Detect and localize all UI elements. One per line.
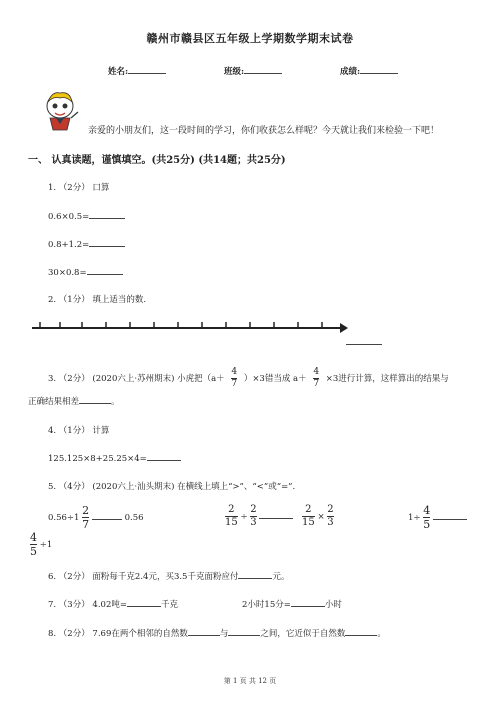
question-1c	[48, 265, 123, 278]
mascot-icon	[38, 88, 82, 132]
question-3-mid: ）×3错当成 a＋	[243, 374, 307, 384]
question-6-end: 元。	[272, 572, 290, 582]
question-7	[48, 597, 178, 610]
fraction: $\frac{4}{7}$	[313, 367, 320, 389]
score-field	[340, 64, 398, 77]
question-6-text: 6. （2分） 面粉每千克2.4元，买3.5千克面粉应付	[48, 572, 239, 582]
answer-blank[interactable]	[188, 626, 220, 636]
answer-blank[interactable]	[89, 237, 125, 247]
answer-blank[interactable]	[345, 626, 377, 636]
score-blank[interactable]	[360, 64, 398, 74]
question-8-mid: 与	[219, 629, 229, 639]
fraction: $\frac{2}{3}$	[250, 504, 257, 528]
class-blank[interactable]	[244, 64, 282, 74]
answer-blank[interactable]	[89, 209, 125, 219]
compare-item-b	[225, 505, 293, 528]
fraction: $\frac{4}{7}$	[231, 367, 238, 389]
question-1c-text: 30×0.8=	[48, 268, 87, 278]
question-4-expr-text: 125.125×8+25.25×4=	[48, 454, 147, 464]
score-label: 成绩:	[340, 67, 361, 77]
operator: ÷	[240, 512, 248, 522]
question-7-mid: 千克	[160, 600, 178, 610]
page-title: 赣州市赣县区五年级上学期数学期末试卷	[146, 32, 354, 45]
question-7-end: 小时	[324, 600, 342, 610]
question-7b-text: 2小时15分=	[242, 600, 291, 610]
compare-a-pre: 0.56÷1	[48, 513, 80, 523]
question-2-head: 2. （1分） 填上适当的数.	[48, 295, 147, 305]
question-3-line1	[48, 368, 449, 389]
question-1b	[48, 237, 125, 250]
compare-item-e	[30, 532, 52, 557]
section-heading: 一、 认真读题，谨慎填空。(共25分) (共14题；共25分)	[28, 155, 286, 166]
compare-item-c	[302, 505, 334, 528]
fraction: $\frac{2}{15}$	[225, 504, 238, 528]
class-field	[224, 64, 282, 77]
name-field	[108, 64, 166, 77]
question-6	[48, 569, 289, 582]
answer-blank[interactable]	[147, 451, 181, 461]
answer-blank[interactable]	[127, 597, 161, 607]
greeting-text: 亲爱的小朋友们，这一段时间的学习，你们收获怎么样呢？今天就让我们来检验一下吧！	[88, 126, 440, 136]
fraction: $\frac{4}{5}$	[423, 504, 431, 531]
answer-blank[interactable]	[87, 265, 123, 275]
question-3-line2-text: 正确结果相差	[28, 397, 80, 407]
name-label: 姓名:	[108, 67, 129, 77]
question-8	[48, 626, 386, 639]
question-8-text: 8. （2分） 7.69在两个相邻的自然数	[48, 629, 188, 639]
question-3-suffix: ×3进行计算，这样算出的结果与	[325, 374, 449, 384]
question-8-end: 。	[377, 629, 386, 639]
question-1a	[48, 209, 125, 222]
answer-blank[interactable]	[79, 394, 111, 404]
number-line	[30, 318, 350, 352]
question-4-head: 4. （1分） 计算	[48, 426, 110, 436]
answer-blank[interactable]	[291, 597, 325, 607]
question-8-mid2: 之间，它近似于自然数	[260, 629, 346, 639]
question-1b-text: 0.8+1.2=	[48, 240, 90, 250]
compare-item-d	[408, 505, 467, 530]
class-label: 班级:	[224, 67, 245, 77]
name-blank[interactable]	[128, 64, 166, 74]
question-1-head: 1. （2分） 口算	[48, 183, 110, 193]
compare-d-pre: 1÷	[408, 513, 421, 523]
compare-e-post: ÷1	[39, 540, 53, 550]
question-3-prefix: 3. （2分） (2020六上·苏州期末) 小虎把（a＋	[48, 374, 225, 384]
question-7b	[242, 597, 342, 610]
question-1a-text: 0.6×0.5=	[48, 212, 90, 222]
answer-blank[interactable]	[433, 510, 467, 520]
page-footer: 第 1 页 共 12 页	[223, 677, 277, 685]
answer-blank[interactable]	[259, 509, 293, 519]
question-3-line2	[28, 394, 120, 407]
question-4-expr	[48, 451, 181, 464]
fraction: $\frac{2}{3}$	[327, 504, 334, 528]
compare-a-post: 0.56	[124, 513, 144, 523]
question-5-head: 5. （4分） (2020六上·汕头期末) 在横线上填上“>”、“<”或“=”.	[48, 482, 296, 492]
answer-blank[interactable]	[92, 510, 122, 520]
answer-blank[interactable]	[346, 344, 382, 345]
compare-item-a	[48, 505, 144, 530]
fraction: $\frac{2}{15}$	[302, 504, 315, 528]
answer-blank[interactable]	[238, 569, 272, 579]
question-3-line2-end: 。	[111, 397, 120, 407]
fraction: $\frac{4}{5}$	[30, 531, 37, 558]
operator: ×	[317, 512, 325, 522]
fraction: $\frac{2}{7}$	[82, 504, 90, 531]
answer-blank[interactable]	[228, 626, 260, 636]
question-7-text: 7. （3分） 4.02吨=	[48, 600, 127, 610]
